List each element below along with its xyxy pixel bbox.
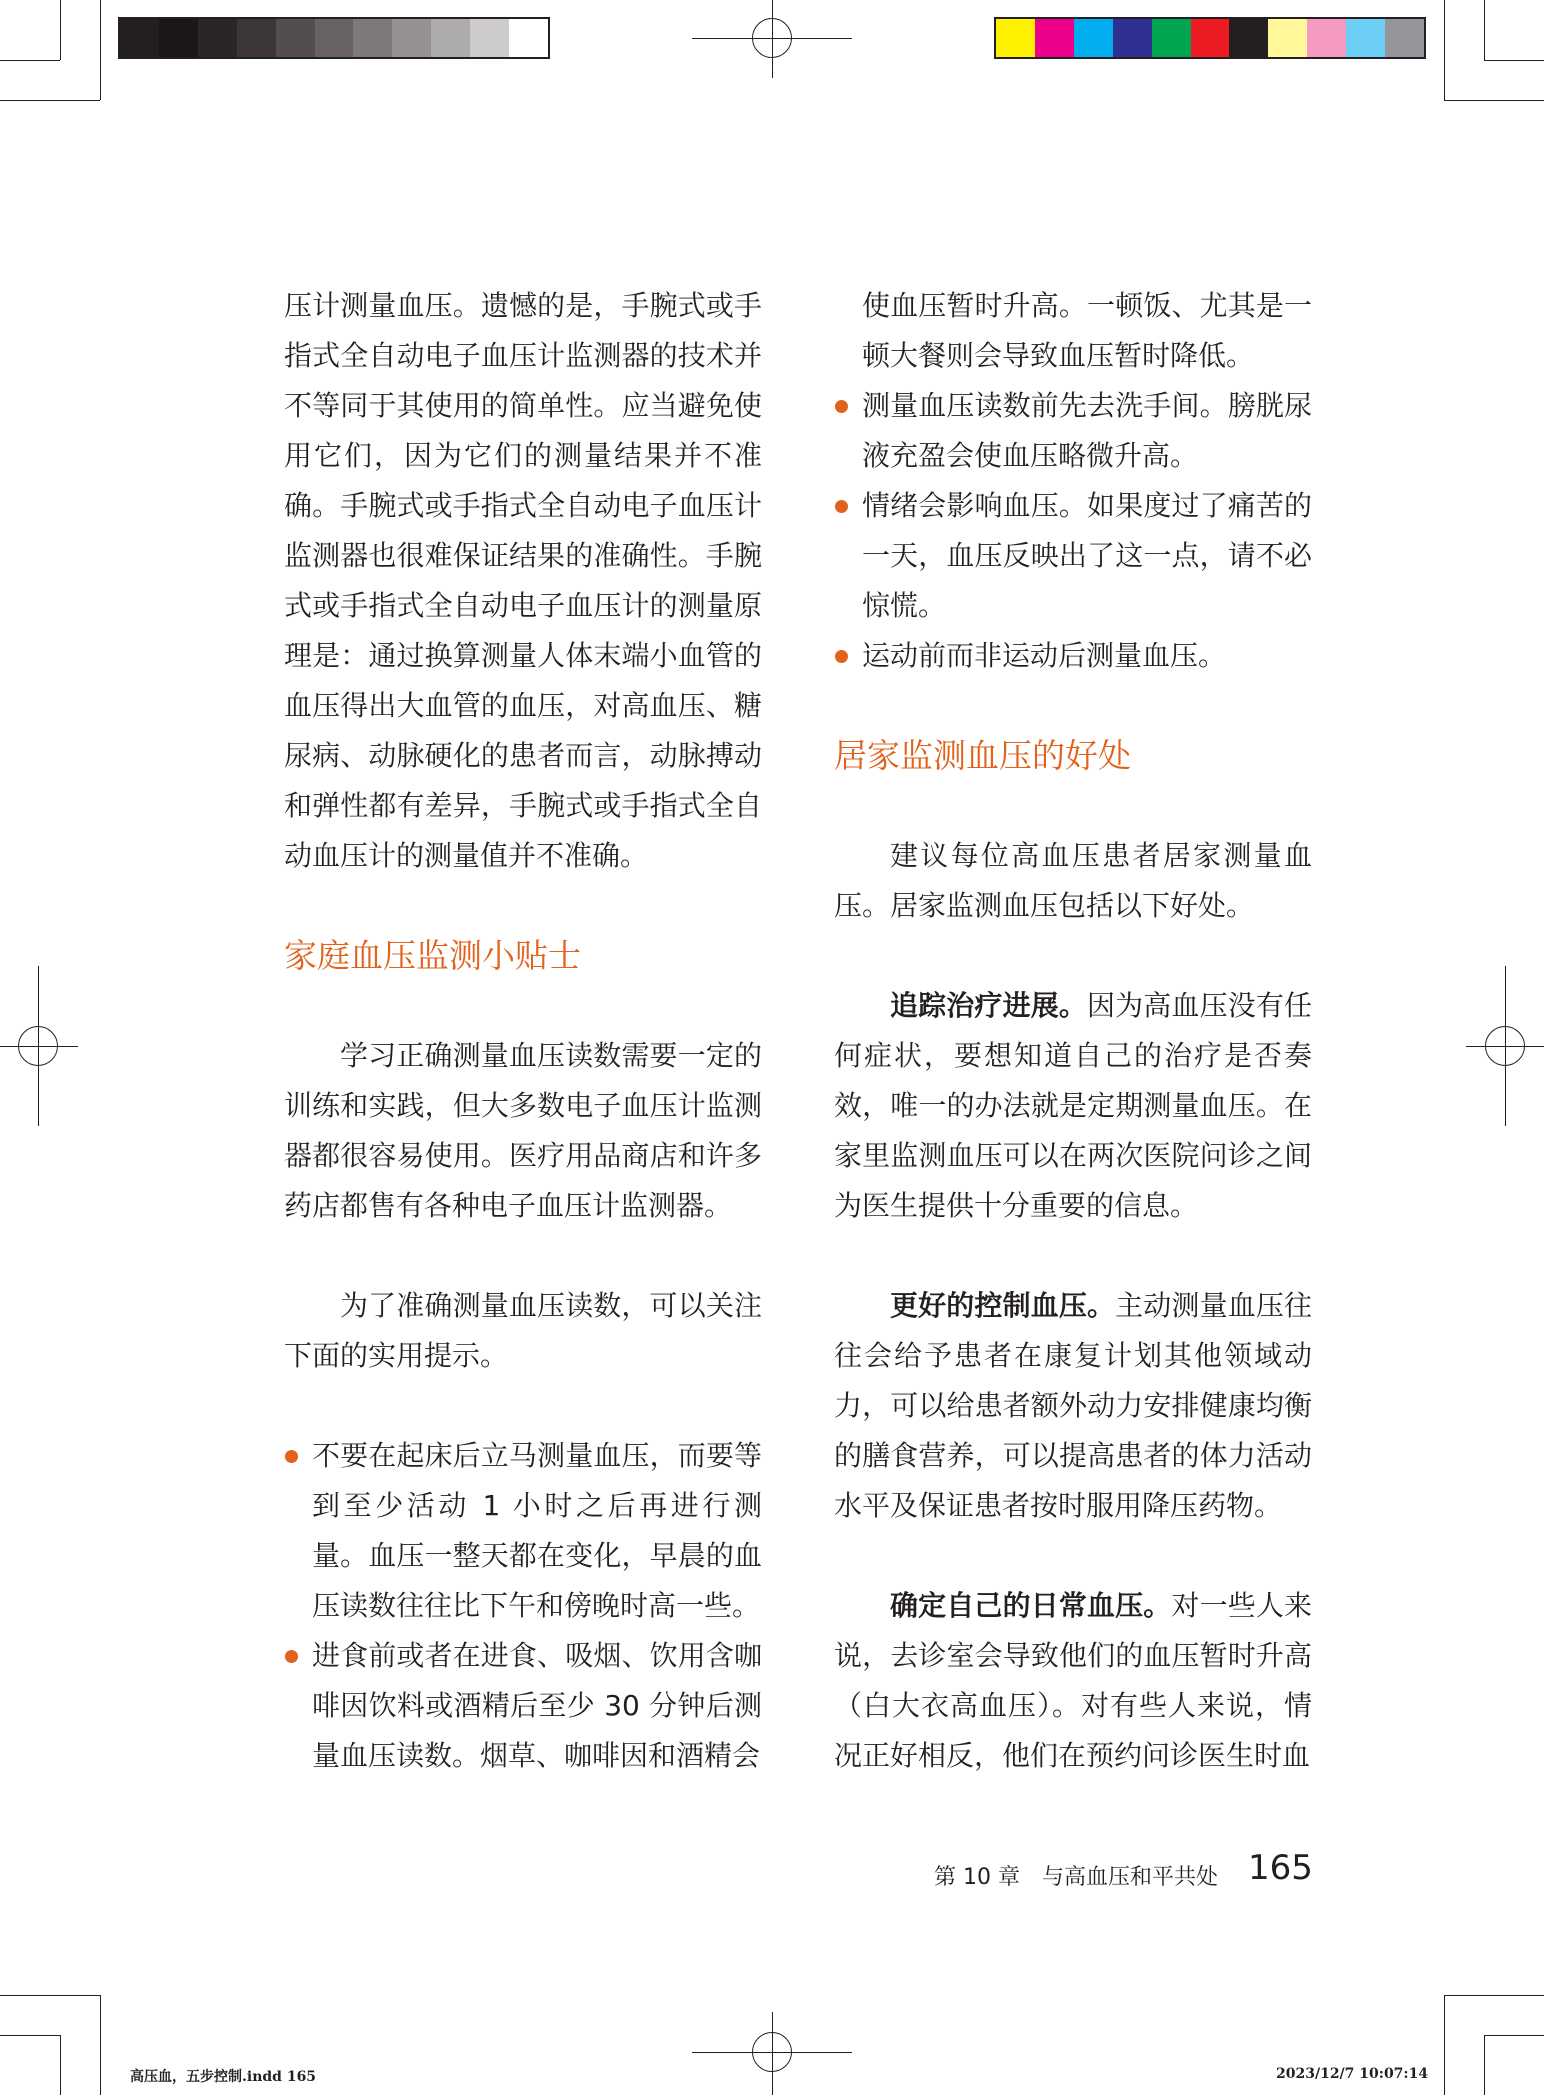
color-swatch (159, 19, 198, 57)
color-swatch (996, 19, 1035, 57)
color-swatch (353, 19, 392, 57)
list-item: 测量血压读数前先去洗手间。膀胱尿液充盈会使血压略微升高。 (834, 381, 1312, 481)
continuation-paragraph: 使血压暂时升高。一顿饭、尤其是一顿大餐则会导致血压暂时降低。 (862, 289, 1312, 372)
section-heading: 家庭血压监测小贴士 (284, 936, 581, 975)
crop-mark (1484, 60, 1544, 61)
color-swatch (1074, 19, 1113, 57)
color-swatch (315, 19, 354, 57)
benefit-title: 追踪治疗进展。 (890, 989, 1087, 1022)
crop-mark (1484, 2035, 1485, 2095)
right-column (834, 281, 1312, 1781)
body-paragraph: 学习正确测量血压读数需要一定的训练和实践，但大多数电子血压计监测器都很容易使用。医疗用品商店和许多药店都售有各种电子血压计监测器。 (284, 1039, 762, 1222)
bullet-icon (285, 1650, 298, 1663)
color-swatch (1385, 19, 1424, 57)
body-paragraph: 为了准确测量血压读数，可以关注下面的实用提示。 (284, 1289, 762, 1372)
left-column (284, 281, 762, 1781)
crop-mark (1444, 0, 1445, 100)
crop-mark (100, 1995, 101, 2095)
grayscale-calibration-bar (118, 17, 550, 59)
crop-mark (60, 0, 61, 60)
crop-mark (1444, 100, 1544, 101)
bullet-icon (285, 1450, 298, 1463)
tips-list (284, 1431, 762, 1781)
color-swatch (1113, 19, 1152, 57)
benefit-paragraph: 确定自己的日常血压。对一些人来说，去诊室会导致他们的血压暂时升高（白大衣高血压）。对有些人来说，情况正好相反，他们在预约问诊医生时血 (834, 1589, 1312, 1772)
registration-mark (752, 2032, 792, 2072)
benefit-title: 确定自己的日常血压。 (890, 1589, 1172, 1622)
crop-mark (100, 0, 101, 100)
registration-mark (752, 18, 792, 58)
color-swatch (120, 19, 159, 57)
body-paragraph: 建议每位高血压患者居家测量血压。居家监测血压包括以下好处。 (834, 839, 1312, 922)
color-swatch (198, 19, 237, 57)
intro-paragraph: 压计测量血压。遗憾的是，手腕式或手指式全自动电子血压计监测器的技术并不等同于其使用的简单性。应当避免使用它们，因为它们的测量结果并不准确。手腕式或手指式全自动电子血压计监测器也很难保证结果的准确性。手腕式或手指式全自动电子血压计的测量原理是：通过换算测量人体末端小血管的血压得出大血管的血压，对高血压、糖尿病、动脉硬化的患者而言，动脉搏动和弹性都有差异，手腕式或手指式全自动血压计的测量值并不准确。 (284, 289, 762, 872)
list-item: 运动前而非运动后测量血压。 (834, 631, 1312, 681)
crop-mark (0, 1995, 100, 1996)
color-calibration-bar (994, 17, 1426, 59)
list-item: 情绪会影响血压。如果度过了痛苦的一天，血压反映出了这一点，请不必惊慌。 (834, 481, 1312, 631)
crop-mark (1444, 1995, 1445, 2095)
crop-mark (1484, 2035, 1544, 2036)
list-item: 进食前或者在进食、吸烟、饮用含咖啡因饮料或酒精后至少 30 分钟后测量血压读数。烟草、咖啡因和酒精会 (284, 1631, 762, 1781)
color-swatch (1152, 19, 1191, 57)
benefit-paragraph: 更好的控制血压。主动测量血压往往会给予患者在康复计划其他领域动力，可以给患者额外动力安排健康均衡的膳食营养，可以提高患者的体力活动水平及保证患者按时服用降压药物。 (834, 1289, 1312, 1522)
section-heading: 居家监测血压的好处 (834, 736, 1131, 775)
color-swatch (1268, 19, 1307, 57)
color-swatch (431, 19, 470, 57)
crop-mark (0, 2035, 60, 2036)
color-swatch (509, 19, 548, 57)
bullet-icon (835, 400, 848, 413)
color-swatch (470, 19, 509, 57)
color-swatch (1191, 19, 1230, 57)
registration-mark (1485, 1026, 1525, 1066)
color-swatch (1307, 19, 1346, 57)
bullet-icon (835, 500, 848, 513)
crop-mark (1484, 0, 1485, 60)
list-item: 不要在起床后立马测量血压，而要等到至少活动 1 小时之后再进行测量。血压一整天都在变化，早晨的血压读数往往比下午和傍晚时高一些。 (284, 1431, 762, 1631)
bullet-icon (835, 650, 848, 663)
color-swatch (1229, 19, 1268, 57)
color-swatch (392, 19, 431, 57)
chapter-footer: 第 10 章 与高血压和平共处 (934, 1865, 1218, 1890)
datetime-slug: 2023/12/7 10:07:14 (1276, 2066, 1429, 2082)
color-swatch (1035, 19, 1074, 57)
benefit-title: 更好的控制血压。 (890, 1289, 1116, 1322)
color-swatch (276, 19, 315, 57)
crop-mark (0, 100, 100, 101)
color-swatch (237, 19, 276, 57)
crop-mark (60, 2035, 61, 2095)
tips-list (834, 381, 1312, 681)
page-number: 165 (1248, 1848, 1313, 1888)
benefit-paragraph: 追踪治疗进展。因为高血压没有任何症状，要想知道自己的治疗是否奏效，唯一的办法就是定期测量血压。在家里监测血压可以在两次医院问诊之间为医生提供十分重要的信息。 (834, 989, 1312, 1222)
file-slug: 高压血，五步控制.indd 165 (130, 2069, 317, 2085)
registration-mark (18, 1026, 58, 1066)
crop-mark (0, 60, 60, 61)
color-swatch (1346, 19, 1385, 57)
crop-mark (1444, 1995, 1544, 1996)
